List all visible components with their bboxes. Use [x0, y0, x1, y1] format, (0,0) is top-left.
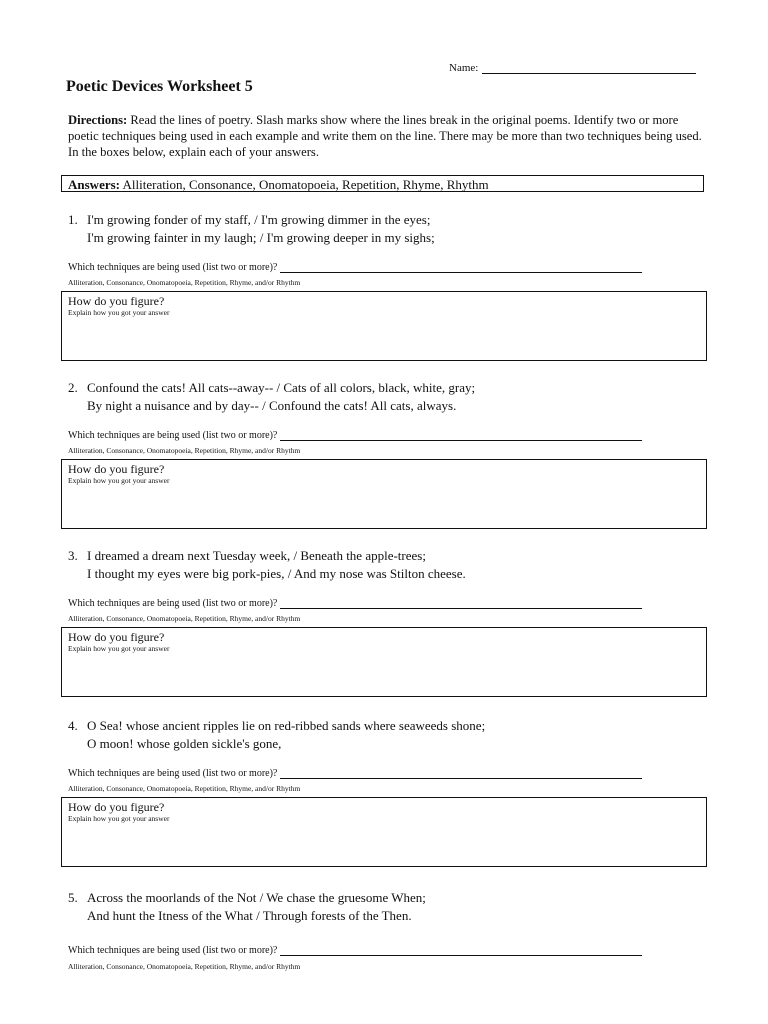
- question-4: [68, 717, 485, 753]
- poem-line-1: I'm growing fonder of my staff, / I'm growing dimmer in the eyes;: [87, 212, 431, 227]
- name-blank-line[interactable]: [482, 62, 696, 74]
- question-number: 4.: [68, 718, 78, 733]
- techniques-options-2: Alliteration, Consonance, Onomatopoeia, Repetition, Rhyme, and/or Rhythm: [68, 446, 301, 455]
- poem-line-1: Across the moorlands of the Not / We chase the gruesome When;: [87, 890, 426, 905]
- question-number: 2.: [68, 380, 78, 395]
- box-heading: How do you figure?: [68, 630, 165, 644]
- box-heading: How do you figure?: [68, 800, 165, 814]
- box-heading: How do you figure?: [68, 294, 165, 308]
- question-3: [68, 547, 466, 583]
- explanation-box-2[interactable]: [61, 459, 707, 529]
- question-number: 1.: [68, 212, 78, 227]
- techniques-answer-line[interactable]: [280, 946, 642, 956]
- techniques-options-3: Alliteration, Consonance, Onomatopoeia, Repetition, Rhyme, and/or Rhythm: [68, 614, 301, 623]
- explanation-box-4[interactable]: [61, 797, 707, 867]
- name-label: Name:: [449, 62, 479, 74]
- directions-text: Read the lines of poetry. Slash marks show where the lines break in the original poems. Identify two or more poetic techniques being used in each example and write them on the line. There may be more than two techniques being used. In the boxes below, explain each of your answers.: [68, 113, 702, 159]
- name-field: [449, 62, 696, 74]
- techniques-label: Which techniques are being used (list two or more)?: [68, 598, 278, 609]
- box-subheading: Explain how you got your answer: [68, 814, 170, 823]
- question-2: [68, 379, 475, 415]
- techniques-label: Which techniques are being used (list two or more)?: [68, 262, 278, 273]
- question-5: [68, 889, 426, 925]
- techniques-label: Which techniques are being used (list two or more)?: [68, 945, 278, 956]
- techniques-prompt-2: [68, 430, 642, 441]
- techniques-answer-line[interactable]: [280, 263, 642, 273]
- techniques-label: Which techniques are being used (list two or more)?: [68, 768, 278, 779]
- answers-label: Answers:: [68, 177, 120, 192]
- techniques-answer-line[interactable]: [280, 769, 642, 779]
- directions: [68, 112, 708, 160]
- answers-box: [61, 175, 704, 192]
- techniques-label: Which techniques are being used (list two or more)?: [68, 430, 278, 441]
- box-heading: How do you figure?: [68, 462, 165, 476]
- poem-line-2: O moon! whose golden sickle's gone,: [87, 736, 282, 751]
- techniques-answer-line[interactable]: [280, 599, 642, 609]
- techniques-options-4: Alliteration, Consonance, Onomatopoeia, Repetition, Rhyme, and/or Rhythm: [68, 784, 301, 793]
- techniques-options-1: Alliteration, Consonance, Onomatopoeia, Repetition, Rhyme, and/or Rhythm: [68, 278, 301, 287]
- techniques-options-5: Alliteration, Consonance, Onomatopoeia, Repetition, Rhyme, and/or Rhythm: [68, 962, 301, 971]
- techniques-prompt-5: [68, 945, 642, 956]
- poem-line-2: And hunt the Itness of the What / Through forests of the Then.: [87, 908, 412, 923]
- explanation-box-3[interactable]: [61, 627, 707, 697]
- techniques-prompt-1: [68, 262, 642, 273]
- poem-line-1: Confound the cats! All cats--away-- / Cats of all colors, black, white, gray;: [87, 380, 476, 395]
- question-number: 3.: [68, 548, 78, 563]
- directions-label: Directions:: [68, 113, 128, 127]
- question-1: [68, 211, 435, 247]
- poem-line-2: I'm growing fainter in my laugh; / I'm growing deeper in my sighs;: [87, 230, 435, 245]
- box-subheading: Explain how you got your answer: [68, 644, 170, 653]
- techniques-prompt-3: [68, 598, 642, 609]
- poem-line-2: By night a nuisance and by day-- / Confound the cats! All cats, always.: [87, 398, 457, 413]
- box-subheading: Explain how you got your answer: [68, 476, 170, 485]
- techniques-answer-line[interactable]: [280, 431, 642, 441]
- poem-line-1: I dreamed a dream next Tuesday week, / Beneath the apple-trees;: [87, 548, 426, 563]
- poem-line-1: O Sea! whose ancient ripples lie on red-ribbed sands where seaweeds shone;: [87, 718, 486, 733]
- explanation-box-1[interactable]: [61, 291, 707, 361]
- answers-text: Alliteration, Consonance, Onomatopoeia, Repetition, Rhyme, Rhythm: [122, 177, 489, 192]
- worksheet-title: Poetic Devices Worksheet 5: [66, 78, 253, 95]
- techniques-prompt-4: [68, 768, 642, 779]
- poem-line-2: I thought my eyes were big pork-pies, / And my nose was Stilton cheese.: [87, 566, 466, 581]
- question-number: 5.: [68, 890, 78, 905]
- box-subheading: Explain how you got your answer: [68, 308, 170, 317]
